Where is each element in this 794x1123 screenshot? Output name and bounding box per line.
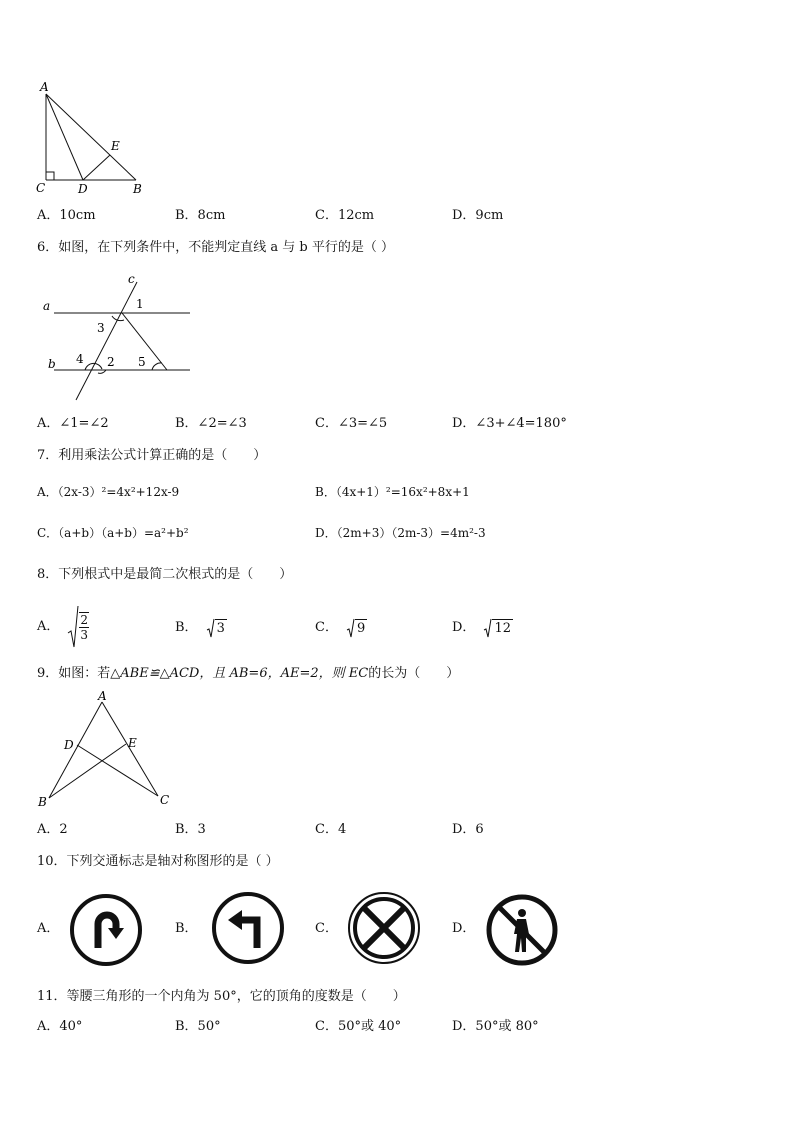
- q6-label-1: 1: [136, 297, 144, 311]
- q8-option-a-letter: A．: [37, 619, 60, 634]
- q8-option-a-denominator: 3: [80, 628, 89, 642]
- q6-stem: 6．如图，在下列条件中，不能判定直线 a 与 b 平行的是（ ）: [37, 240, 395, 255]
- no-pedestrians-sign-icon: [484, 892, 560, 968]
- q5-label-B: B: [133, 182, 142, 196]
- q5-option-c[interactable]: C．12cm: [315, 208, 375, 223]
- q8-option-a-numerator: 2: [80, 613, 89, 627]
- q8-option-b-radicand: 3: [216, 620, 225, 636]
- q8-option-d[interactable]: [452, 618, 513, 638]
- q8-option-b[interactable]: [175, 618, 227, 638]
- q8-option-a[interactable]: [37, 605, 89, 649]
- q9-stem-prefix: 9．如图：若: [37, 666, 111, 681]
- q8-option-c-radicand: 9: [356, 620, 366, 636]
- q11-option-c[interactable]: C．50°或 40°: [315, 1019, 402, 1034]
- q9-option-b[interactable]: B．3: [175, 822, 206, 837]
- q8-stem: 8．下列根式中是最简二次根式的是（ ）: [37, 567, 293, 582]
- q5-label-C: C: [36, 181, 46, 195]
- q6-label-4: 4: [76, 352, 84, 366]
- q6-label-b: b: [48, 357, 56, 371]
- q6-label-3: 3: [97, 321, 105, 335]
- q6-label-c: c: [128, 272, 135, 286]
- q6-option-b[interactable]: B．∠2=∠3: [175, 416, 247, 431]
- q10-option-c-letter[interactable]: C．: [315, 921, 338, 936]
- radical-icon: [67, 605, 79, 649]
- q5-option-d[interactable]: D．9cm: [452, 208, 504, 223]
- q6-option-d[interactable]: D．∠3+∠4=180°: [452, 416, 567, 431]
- q8-option-a-fraction: [79, 612, 89, 642]
- q9-option-a[interactable]: A．2: [37, 822, 68, 837]
- q6-label-2: 2: [107, 355, 115, 369]
- q9-label-D: D: [64, 738, 74, 752]
- q9-figure: [34, 690, 184, 810]
- q8-option-c[interactable]: [315, 618, 367, 638]
- q7-option-b[interactable]: B．（4x+1）²=16x²+8x+1: [315, 485, 470, 499]
- q9-stem-suffix: 的长为（ ）: [368, 666, 460, 681]
- q11-option-d[interactable]: D．50°或 80°: [452, 1019, 539, 1034]
- q8-option-b-letter: B．: [175, 620, 198, 635]
- q11-stem: 11．等腰三角形的一个内角为 50°，它的顶角的度数是（ ）: [37, 989, 406, 1004]
- radical-icon: [483, 618, 492, 638]
- left-turn-sign-icon: [210, 890, 286, 966]
- q5-option-a[interactable]: A．10cm: [37, 208, 96, 223]
- no-stopping-sign-icon: [346, 890, 422, 966]
- q6-option-a[interactable]: A．∠1=∠2: [37, 416, 109, 431]
- q5-label-D: D: [78, 182, 88, 196]
- q9-option-d[interactable]: D．6: [452, 822, 484, 837]
- q5-label-A: A: [40, 80, 49, 94]
- q6-option-c[interactable]: C．∠3=∠5: [315, 416, 388, 431]
- q10-stem: 10．下列交通标志是轴对称图形的是（ ）: [37, 854, 279, 869]
- q6-figure: [40, 270, 200, 405]
- u-turn-sign-icon: [68, 892, 144, 968]
- q7-option-c[interactable]: C．（a+b）（a+b）=a²+b²: [37, 526, 189, 540]
- radical-icon: [206, 618, 215, 638]
- q7-option-d[interactable]: D．（2m+3）（2m-3）=4m²-3: [315, 526, 486, 540]
- q5-figure: [30, 76, 160, 198]
- q9-option-c[interactable]: C．4: [315, 822, 347, 837]
- q6-label-5: 5: [138, 355, 146, 369]
- q9-stem: [37, 665, 459, 683]
- q5-option-b[interactable]: B．8cm: [175, 208, 226, 223]
- q5-label-E: E: [111, 139, 120, 153]
- q10-option-d-letter[interactable]: D．: [452, 921, 476, 936]
- q7-stem: 7．利用乘法公式计算正确的是（ ）: [37, 448, 267, 463]
- q7-option-a[interactable]: A．（2x-3）²=4x²+12x-9: [37, 485, 180, 499]
- q9-label-A: A: [98, 690, 107, 703]
- q9-stem-math: △ABE≌△ACD，且 AB=6，AE=2，则 EC: [110, 666, 369, 681]
- q8-option-d-letter: D．: [452, 620, 476, 635]
- q10-option-b-letter[interactable]: B．: [175, 921, 198, 936]
- q11-option-a[interactable]: A．40°: [37, 1019, 83, 1034]
- q11-option-b[interactable]: B．50°: [175, 1019, 221, 1034]
- q9-label-E: E: [128, 736, 137, 750]
- q9-label-C: C: [160, 793, 170, 807]
- q6-label-a: a: [43, 299, 51, 313]
- q8-option-c-letter: C．: [315, 620, 338, 635]
- q8-option-d-radicand: 12: [494, 620, 511, 636]
- q9-label-B: B: [38, 795, 47, 809]
- q10-option-a-letter[interactable]: A．: [37, 921, 60, 936]
- radical-icon: [346, 618, 355, 638]
